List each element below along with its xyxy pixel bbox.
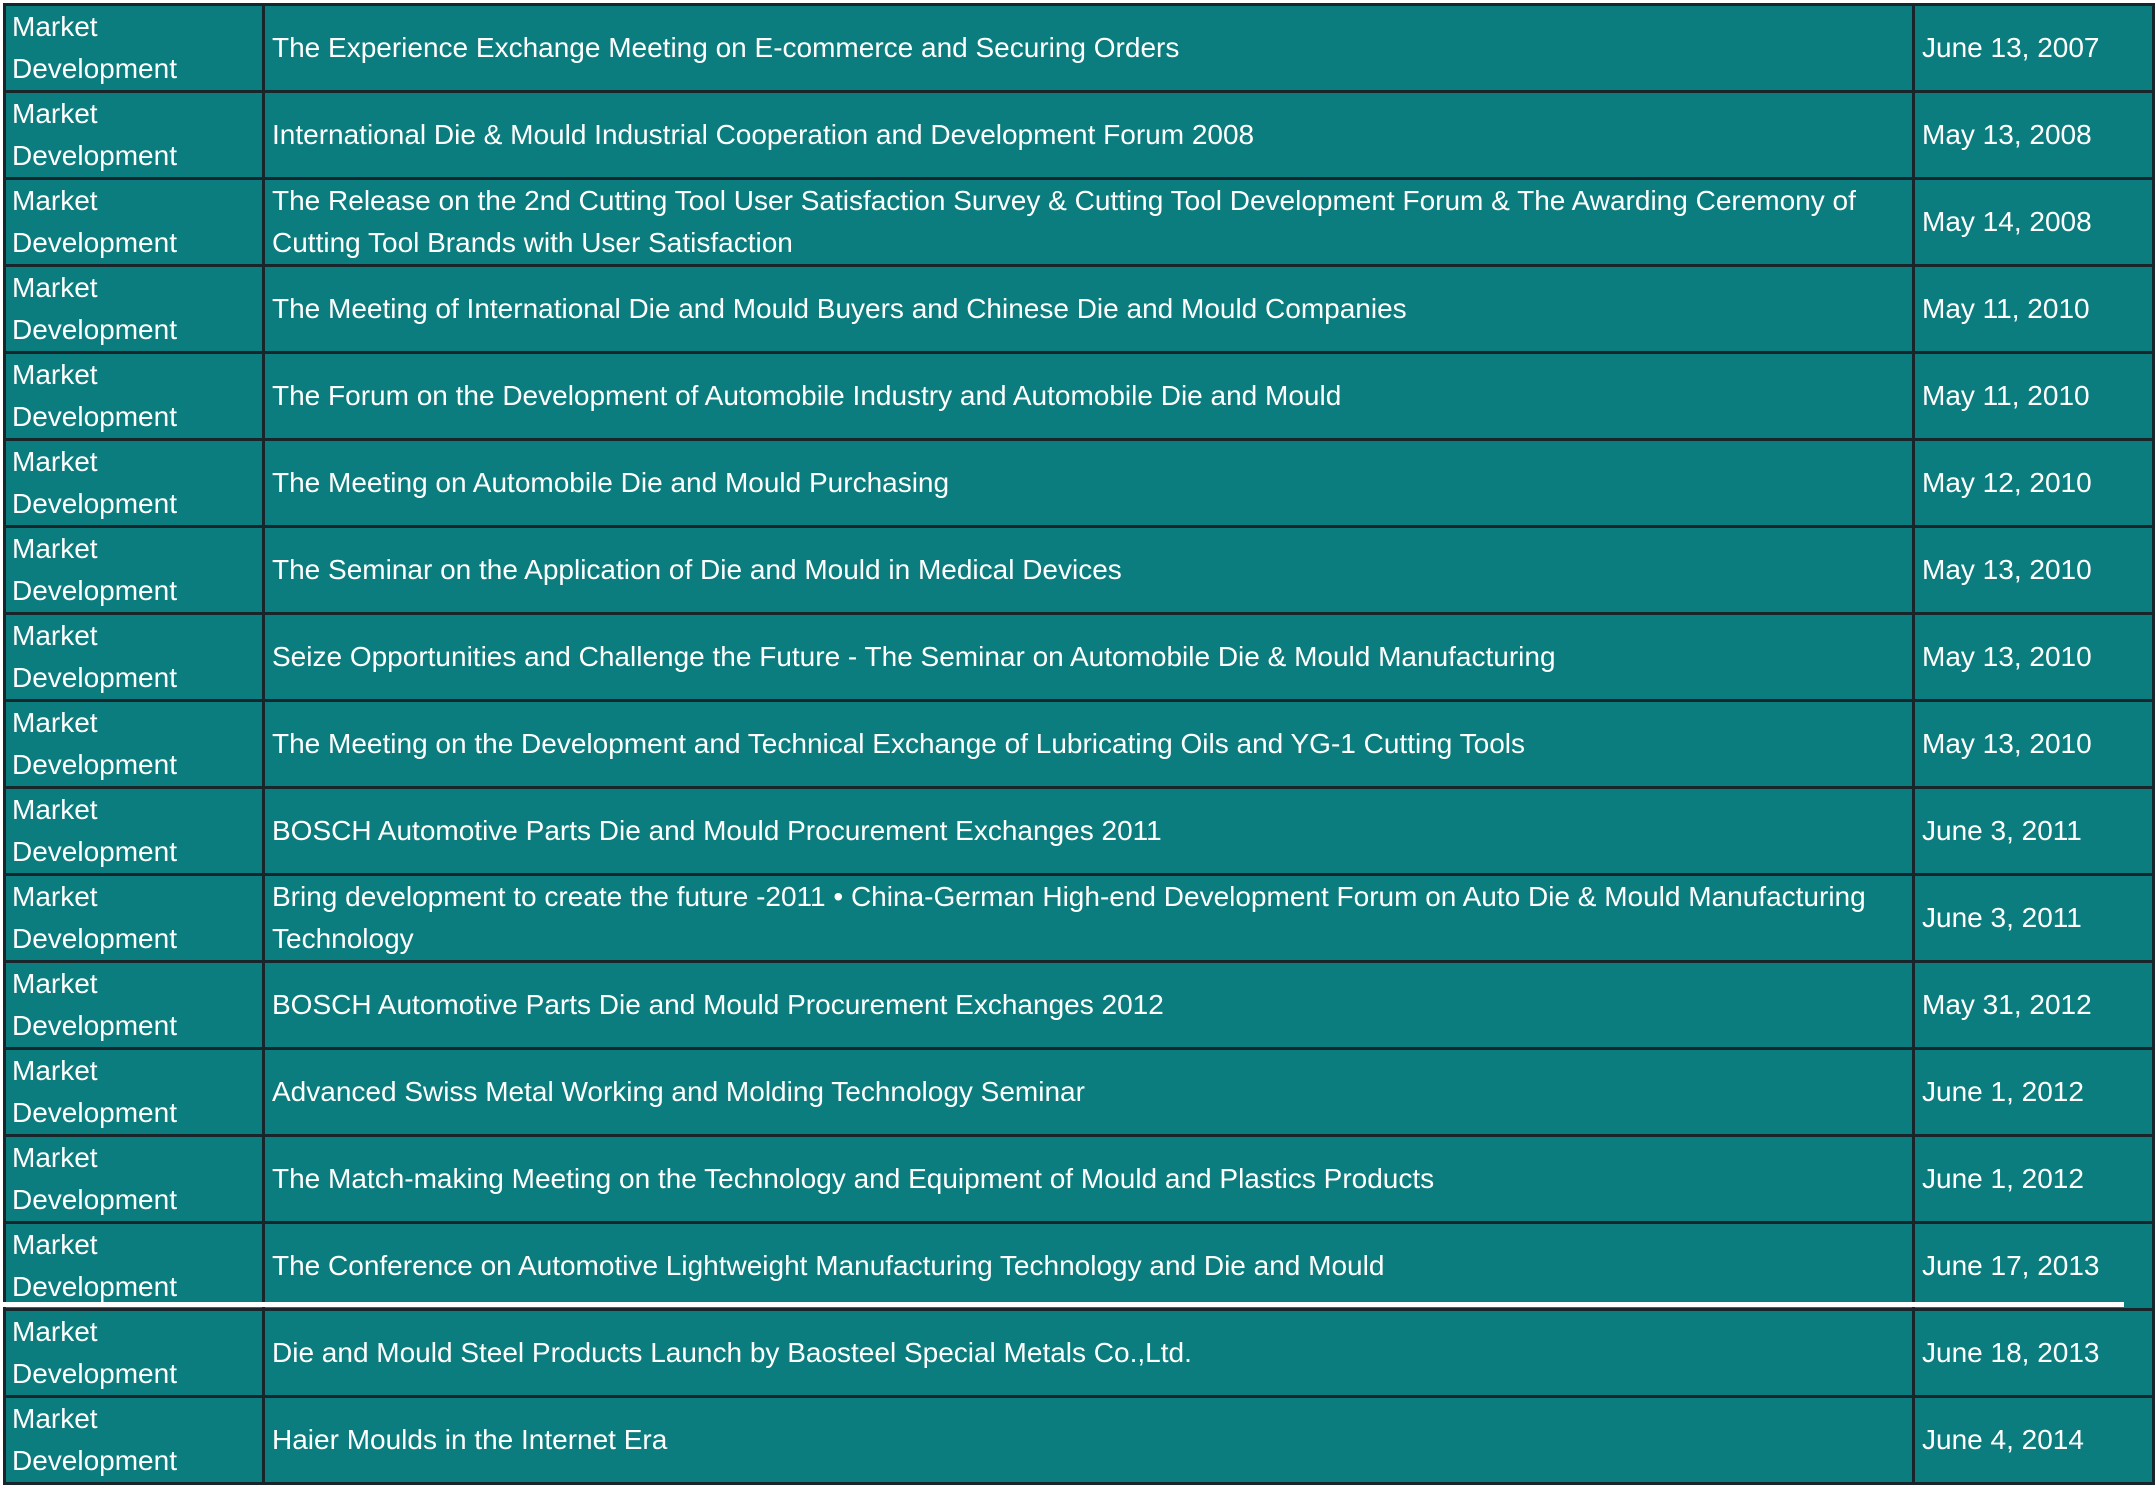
table-row xyxy=(5,614,2154,701)
category-text: Market Development xyxy=(12,446,177,519)
table-row xyxy=(5,92,2154,179)
category-cell xyxy=(5,5,264,92)
date-cell: May 12, 2010 xyxy=(1914,440,2154,527)
title-cell xyxy=(264,614,1914,701)
title-text: The Conference on Automotive Lightweight Manufacturing Technology and Die and Mould xyxy=(272,1250,1385,1281)
title-cell xyxy=(264,266,1914,353)
page-bottom-margin xyxy=(0,1302,2124,1307)
title-text: The Forum on the Development of Automobile Industry and Automobile Die and Mould xyxy=(272,380,1342,411)
category-text: Market Development xyxy=(12,11,177,84)
category-cell xyxy=(5,614,264,701)
category-cell xyxy=(5,1136,264,1223)
category-cell xyxy=(5,1049,264,1136)
table-row xyxy=(5,1223,2154,1310)
title-text: The Seminar on the Application of Die and Mould in Medical Devices xyxy=(272,554,1122,585)
title-cell xyxy=(264,440,1914,527)
category-cell xyxy=(5,788,264,875)
table-row xyxy=(5,1310,2154,1397)
title-cell xyxy=(264,353,1914,440)
title-text: International Die & Mould Industrial Cooperation and Development Forum 2008 xyxy=(272,119,1255,150)
table-row xyxy=(5,440,2154,527)
title-text: Advanced Swiss Metal Working and Molding Technology Seminar xyxy=(272,1076,1085,1107)
category-text: Market Development xyxy=(12,707,177,780)
date-cell: June 3, 2011 xyxy=(1914,875,2154,962)
date-cell: May 14, 2008 xyxy=(1914,179,2154,266)
category-text: Market Development xyxy=(12,533,177,606)
date-cell: June 18, 2013 xyxy=(1914,1310,2154,1397)
category-cell xyxy=(5,527,264,614)
category-cell xyxy=(5,1223,264,1310)
title-text: The Meeting on the Development and Technical Exchange of Lubricating Oils and YG-1 Cutting Tools xyxy=(272,728,1525,759)
date-cell: May 11, 2010 xyxy=(1914,353,2154,440)
category-cell xyxy=(5,353,264,440)
date-cell: May 13, 2008 xyxy=(1914,92,2154,179)
category-cell xyxy=(5,266,264,353)
table-row xyxy=(5,875,2154,962)
category-text: Market Development xyxy=(12,620,177,693)
category-text: Market Development xyxy=(12,881,177,954)
category-cell xyxy=(5,701,264,788)
table-row xyxy=(5,266,2154,353)
table-row xyxy=(5,5,2154,92)
title-text: BOSCH Automotive Parts Die and Mould Procurement Exchanges 2011 xyxy=(272,815,1162,846)
table-row xyxy=(5,701,2154,788)
category-text: Market Development xyxy=(12,185,177,258)
date-cell: June 3, 2011 xyxy=(1914,788,2154,875)
title-cell xyxy=(264,92,1914,179)
title-cell xyxy=(264,962,1914,1049)
category-text: Market Development xyxy=(12,359,177,432)
category-text: Market Development xyxy=(12,968,177,1041)
date-cell: May 13, 2010 xyxy=(1914,527,2154,614)
category-text: Market Development xyxy=(12,794,177,867)
category-cell xyxy=(5,440,264,527)
category-text: Market Development xyxy=(12,1229,177,1302)
category-text: Market Development xyxy=(12,1142,177,1215)
title-cell xyxy=(264,527,1914,614)
title-cell xyxy=(264,788,1914,875)
date-cell: May 13, 2010 xyxy=(1914,614,2154,701)
category-cell xyxy=(5,875,264,962)
title-cell xyxy=(264,1049,1914,1136)
date-cell: June 1, 2012 xyxy=(1914,1136,2154,1223)
table-row xyxy=(5,962,2154,1049)
table-row xyxy=(5,353,2154,440)
date-cell: May 11, 2010 xyxy=(1914,266,2154,353)
title-cell xyxy=(264,875,1914,962)
title-text: The Match-making Meeting on the Technology and Equipment of Mould and Plastics Products xyxy=(272,1163,1435,1194)
date-cell: June 4, 2014 xyxy=(1914,1397,2154,1484)
category-text: Market Development xyxy=(12,1316,177,1389)
table-row xyxy=(5,1136,2154,1223)
title-cell xyxy=(264,701,1914,788)
title-cell xyxy=(264,1223,1914,1310)
category-cell xyxy=(5,1397,264,1484)
title-text: Haier Moulds in the Internet Era xyxy=(272,1424,668,1455)
date-cell: May 31, 2012 xyxy=(1914,962,2154,1049)
category-cell xyxy=(5,962,264,1049)
events-table xyxy=(3,3,2155,1485)
table-row xyxy=(5,1397,2154,1484)
title-cell xyxy=(264,1310,1914,1397)
category-text: Market Development xyxy=(12,1403,177,1476)
category-text: Market Development xyxy=(12,98,177,171)
date-cell: May 13, 2010 xyxy=(1914,701,2154,788)
events-table-body xyxy=(5,5,2154,1484)
title-cell xyxy=(264,1397,1914,1484)
date-cell: June 17, 2013 xyxy=(1914,1223,2154,1310)
table-row xyxy=(5,527,2154,614)
title-text: Bring development to create the future -2011 • China-German High-end Development Forum on Auto Die & Mould Manufacturing Technology xyxy=(272,881,1866,954)
title-text: Seize Opportunities and Challenge the Future - The Seminar on Automobile Die & Mould Manufacturing xyxy=(272,641,1556,672)
category-text: Market Development xyxy=(12,272,177,345)
date-cell: June 1, 2012 xyxy=(1914,1049,2154,1136)
table-row xyxy=(5,1049,2154,1136)
table-row xyxy=(5,788,2154,875)
date-cell: June 13, 2007 xyxy=(1914,5,2154,92)
title-text: The Meeting on Automobile Die and Mould Purchasing xyxy=(272,467,950,498)
title-text: Die and Mould Steel Products Launch by Baosteel Special Metals Co.,Ltd. xyxy=(272,1337,1192,1368)
title-text: The Experience Exchange Meeting on E-commerce and Securing Orders xyxy=(272,32,1180,63)
category-cell xyxy=(5,92,264,179)
title-cell xyxy=(264,179,1914,266)
title-text: The Meeting of International Die and Mould Buyers and Chinese Die and Mould Companies xyxy=(272,293,1407,324)
category-cell xyxy=(5,1310,264,1397)
category-text: Market Development xyxy=(12,1055,177,1128)
title-cell xyxy=(264,1136,1914,1223)
title-text: The Release on the 2nd Cutting Tool User Satisfaction Survey & Cutting Tool Development Forum & The Awarding Ceremony of Cutting Tool Brands with User Satisfaction xyxy=(272,185,1856,258)
title-cell xyxy=(264,5,1914,92)
category-cell xyxy=(5,179,264,266)
title-text: BOSCH Automotive Parts Die and Mould Procurement Exchanges 2012 xyxy=(272,989,1164,1020)
table-row xyxy=(5,179,2154,266)
